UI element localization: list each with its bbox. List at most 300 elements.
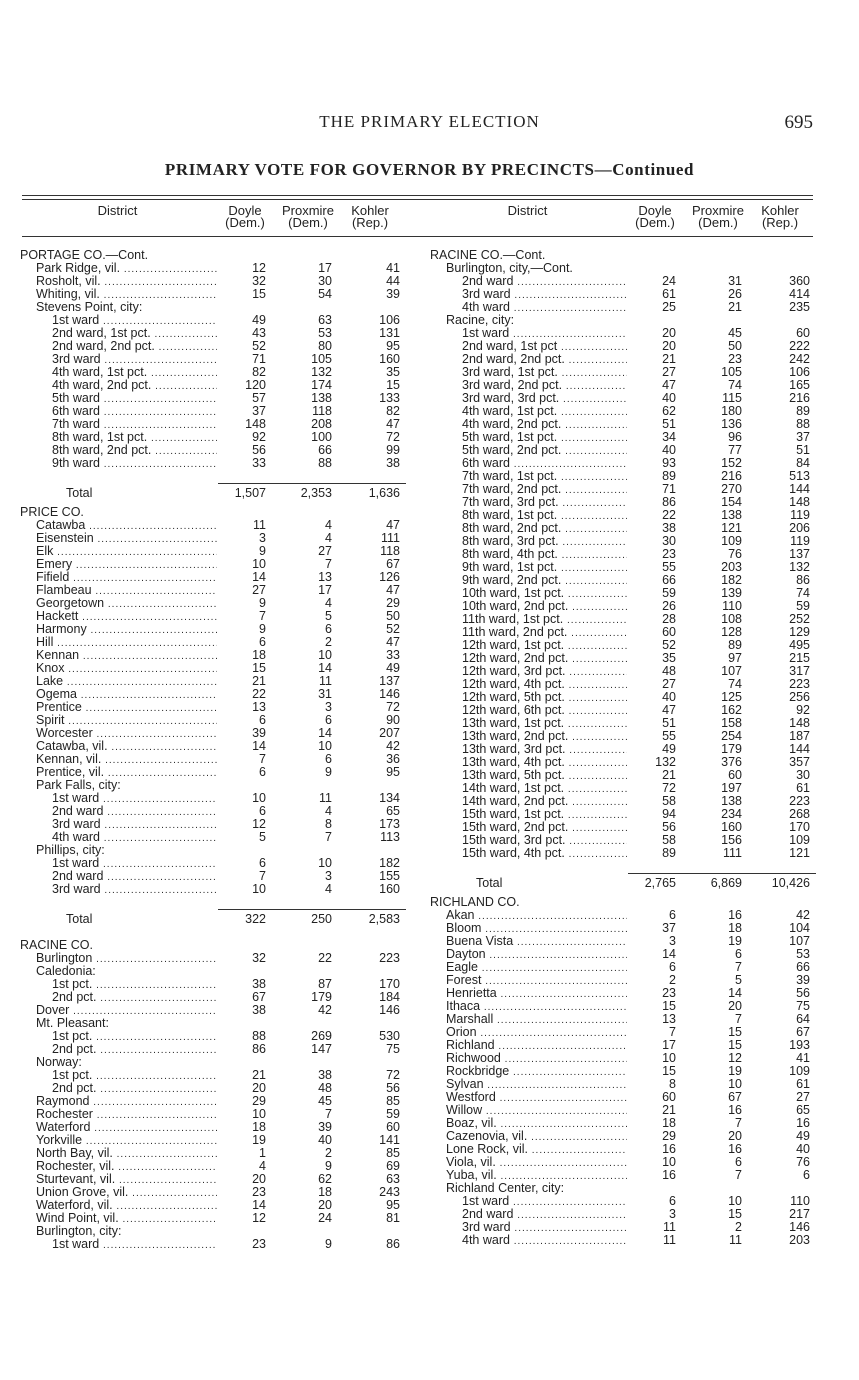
- kohler-votes: 72: [386, 1068, 400, 1082]
- kohler-votes: 165: [789, 378, 810, 392]
- table-row: [20, 353, 415, 366]
- doyle-votes: 9: [259, 544, 266, 558]
- doyle-header-name: Doyle: [228, 203, 262, 218]
- district-name: 1st ward .....: [52, 1238, 217, 1252]
- doyle-votes: 71: [662, 482, 676, 496]
- spacer: [20, 470, 415, 483]
- doyle-votes: 94: [662, 807, 676, 821]
- proxmire-votes: 10: [318, 648, 332, 662]
- kohler-votes: 184: [379, 990, 400, 1004]
- district-name: 4th ward .....: [52, 831, 217, 845]
- doyle-votes: 23: [662, 986, 676, 1000]
- doyle-votes: 21: [252, 674, 266, 688]
- kohler-votes: 42: [796, 908, 810, 922]
- proxmire-votes: 270: [721, 482, 742, 496]
- kohler-votes: 148: [789, 495, 810, 509]
- table-row: [20, 1043, 415, 1056]
- doyle-votes: 13: [662, 1012, 676, 1026]
- table-row: [430, 587, 825, 600]
- kohler-header-name: Kohler: [351, 203, 389, 218]
- district-name: Burlington, city:: [36, 1225, 122, 1238]
- proxmire-votes: 60: [728, 768, 742, 782]
- kohler-votes: 173: [379, 817, 400, 831]
- district-name: Fifield .....: [36, 571, 217, 585]
- district-name: 13th ward, 3rd pct. .....: [462, 743, 627, 757]
- doyle-votes: 20: [662, 326, 676, 340]
- table-row: [430, 1234, 825, 1247]
- kohler-votes: 110: [790, 1194, 810, 1208]
- kohler-votes: 242: [789, 352, 810, 366]
- kohler-votes: 160: [379, 352, 400, 366]
- total-row: [20, 487, 415, 500]
- district-name: 2nd pct. .....: [52, 1043, 217, 1057]
- kohler-votes: 360: [789, 274, 810, 288]
- doyle-votes: 10: [252, 557, 266, 571]
- district-name: 1st ward .....: [462, 327, 627, 341]
- district-name: 13th ward, 4th pct. .....: [462, 756, 627, 770]
- doyle-header: [628, 205, 682, 229]
- proxmire-votes: 23: [728, 352, 742, 366]
- table-row: [20, 405, 415, 418]
- proxmire-votes: 80: [318, 339, 332, 353]
- doyle-votes: 10: [252, 882, 266, 896]
- district-name: 13th ward, 5th pct. .....: [462, 769, 627, 783]
- doyle-votes: 66: [662, 573, 676, 587]
- table-row: [430, 626, 825, 639]
- kohler-votes: 223: [789, 794, 810, 808]
- proxmire-votes: 158: [721, 716, 742, 730]
- district-name: Georgetown .....: [36, 597, 217, 611]
- kohler-votes: 106: [789, 365, 810, 379]
- proxmire-votes: 269: [311, 1029, 332, 1043]
- doyle-votes: 2: [669, 973, 676, 987]
- district-name: Bloom .....: [446, 922, 627, 936]
- table-row: [20, 1030, 415, 1043]
- proxmire-votes: 100: [311, 430, 332, 444]
- kohler-votes: 35: [386, 365, 400, 379]
- proxmire-votes: 107: [721, 664, 742, 678]
- proxmire-votes: 17: [318, 261, 332, 275]
- table-row: [20, 379, 415, 392]
- proxmire-votes: 96: [728, 430, 742, 444]
- district-name: Hackett .....: [36, 610, 217, 624]
- table-row: [430, 1143, 825, 1156]
- doyle-votes: 12: [252, 1211, 266, 1225]
- table-row: [430, 1026, 825, 1039]
- doyle-votes: 40: [662, 391, 676, 405]
- proxmire-votes: 45: [728, 326, 742, 340]
- proxmire-header-party: (Dem.): [698, 215, 738, 230]
- doyle-votes: 25: [662, 300, 676, 314]
- kohler-votes: 90: [386, 713, 400, 727]
- proxmire-votes: 250: [311, 912, 332, 926]
- doyle-votes: 14: [252, 1198, 266, 1212]
- table-row: [20, 571, 415, 584]
- kohler-votes: 86: [386, 1237, 400, 1251]
- doyle-votes: 10: [252, 791, 266, 805]
- table-row: [20, 558, 415, 571]
- kohler-votes: 216: [789, 391, 810, 405]
- table-row: [430, 665, 825, 678]
- proxmire-votes: 6: [325, 713, 332, 727]
- table-row: [20, 857, 415, 870]
- kohler-votes: 59: [796, 599, 810, 613]
- proxmire-votes: 16: [728, 1103, 742, 1117]
- proxmire-votes: 136: [721, 417, 742, 431]
- table-row: [20, 444, 415, 457]
- district-name: 2nd ward .....: [52, 870, 217, 884]
- page-number: 695: [784, 112, 813, 133]
- table-row: [20, 1108, 415, 1121]
- doyle-votes: 120: [245, 378, 266, 392]
- district-name: Lake .....: [36, 675, 217, 689]
- district-name: Total: [476, 877, 503, 890]
- doyle-votes: 3: [669, 1207, 676, 1221]
- proxmire-votes: 138: [721, 508, 742, 522]
- proxmire-votes: 6,869: [710, 876, 742, 890]
- doyle-votes: 38: [252, 1003, 266, 1017]
- proxmire-votes: 203: [721, 560, 742, 574]
- district-name: North Bay, vil. .....: [36, 1147, 217, 1161]
- table-row: [20, 457, 415, 470]
- kohler-votes: 33: [386, 648, 400, 662]
- doyle-votes: 32: [252, 951, 266, 965]
- table-row: [430, 769, 825, 782]
- district-name: Kennan, vil. .....: [36, 753, 217, 767]
- proxmire-votes: 10: [728, 1077, 742, 1091]
- table-row: [430, 961, 825, 974]
- proxmire-votes: 128: [721, 625, 742, 639]
- subgroup-heading: [430, 314, 825, 327]
- kohler-votes: 89: [796, 404, 810, 418]
- table-row: [20, 688, 415, 701]
- county-heading: [430, 249, 825, 262]
- proxmire-votes: 17: [318, 583, 332, 597]
- doyle-votes: 15: [252, 661, 266, 675]
- district-name: 1st pct. .....: [52, 1069, 217, 1083]
- county-heading: [20, 249, 415, 262]
- kohler-votes: 85: [386, 1094, 400, 1108]
- doyle-votes: 322: [245, 912, 266, 926]
- table-row: [430, 652, 825, 665]
- left-table-body: [20, 249, 415, 1251]
- district-name: 1st ward .....: [52, 792, 217, 806]
- kohler-votes: 27: [796, 1090, 810, 1104]
- kohler-votes: 513: [789, 469, 810, 483]
- proxmire-votes: 42: [318, 1003, 332, 1017]
- district-name: 4th ward, 1st pct. .....: [52, 366, 217, 380]
- doyle-header: [218, 205, 272, 229]
- district-name: Worcester .....: [36, 727, 217, 741]
- table-row: [430, 678, 825, 691]
- district-name: 14th ward, 2nd pct. .....: [462, 795, 627, 809]
- district-name: Burlington, city,—Cont.: [446, 262, 573, 275]
- proxmire-votes: 97: [728, 651, 742, 665]
- proxmire-votes: 208: [311, 417, 332, 431]
- doyle-votes: 20: [252, 1172, 266, 1186]
- table-row: [20, 519, 415, 532]
- proxmire-votes: 7: [735, 1168, 742, 1182]
- proxmire-votes: 147: [311, 1042, 332, 1056]
- kohler-votes: 95: [386, 339, 400, 353]
- kohler-votes: 72: [386, 700, 400, 714]
- table-row: [20, 1004, 415, 1017]
- doyle-votes: 11: [663, 1220, 676, 1234]
- table-row: [20, 978, 415, 991]
- kohler-header-party: (Rep.): [761, 215, 799, 230]
- doyle-votes: 17: [662, 1038, 676, 1052]
- proxmire-votes: 26: [728, 287, 742, 301]
- table-row: [430, 1104, 825, 1117]
- proxmire-votes: 6: [325, 752, 332, 766]
- district-name: Marshall .....: [446, 1013, 627, 1027]
- kohler-votes: 193: [789, 1038, 810, 1052]
- doyle-votes: 19: [252, 1133, 266, 1147]
- proxmire-votes: 4: [325, 518, 332, 532]
- doyle-votes: 4: [259, 1159, 266, 1173]
- district-name: Racine, city:: [446, 314, 515, 327]
- proxmire-votes: 30: [318, 274, 332, 288]
- kohler-votes: 49: [386, 661, 400, 675]
- district-name: 3rd ward .....: [52, 818, 217, 832]
- doyle-votes: 21: [662, 768, 676, 782]
- table-row: [20, 662, 415, 675]
- proxmire-votes: 179: [311, 990, 332, 1004]
- district-name: 4th ward, 2nd pct. .....: [52, 379, 217, 393]
- proxmire-votes: 39: [318, 1120, 332, 1134]
- doyle-votes: 16: [662, 1168, 676, 1182]
- total-rule: [218, 483, 406, 484]
- table-row: [430, 522, 825, 535]
- district-name: 8th ward, 4th pct. .....: [462, 548, 627, 562]
- kohler-header-name: Kohler: [761, 203, 799, 218]
- table-row: [430, 808, 825, 821]
- kohler-votes: 60: [796, 326, 810, 340]
- proxmire-votes: 15: [728, 1038, 742, 1052]
- table-row: [20, 991, 415, 1004]
- table-row: [20, 314, 415, 327]
- proxmire-votes: 74: [728, 378, 742, 392]
- kohler-votes: 160: [379, 882, 400, 896]
- kohler-votes: 37: [796, 430, 810, 444]
- kohler-votes: 47: [386, 583, 400, 597]
- kohler-votes: 59: [386, 1107, 400, 1121]
- proxmire-votes: 139: [721, 586, 742, 600]
- doyle-votes: 86: [252, 1042, 266, 1056]
- spacer: [430, 860, 825, 873]
- doyle-votes: 15: [662, 1064, 676, 1078]
- subgroup-heading: [20, 965, 415, 978]
- district-name: 2nd ward .....: [462, 275, 627, 289]
- doyle-votes: 26: [662, 599, 676, 613]
- kohler-votes: 85: [386, 1146, 400, 1160]
- proxmire-votes: 45: [318, 1094, 332, 1108]
- district-name: Catawba, vil. .....: [36, 740, 217, 754]
- district-name: 1st ward .....: [52, 857, 217, 871]
- district-name: 12th ward, 2nd pct. .....: [462, 652, 627, 666]
- district-name: 7th ward, 1st pct. .....: [462, 470, 627, 484]
- kohler-header-party: (Rep.): [351, 215, 389, 230]
- kohler-votes: 67: [796, 1025, 810, 1039]
- table-row: [20, 1173, 415, 1186]
- doyle-votes: 40: [662, 690, 676, 704]
- kohler-votes: 82: [386, 404, 400, 418]
- proxmire-votes: 54: [318, 287, 332, 301]
- kohler-votes: 61: [796, 781, 810, 795]
- kohler-votes: 243: [379, 1185, 400, 1199]
- doyle-votes: 9: [259, 622, 266, 636]
- proxmire-votes: 7: [325, 557, 332, 571]
- doyle-votes: 7: [259, 752, 266, 766]
- table-row: [20, 532, 415, 545]
- subgroup-heading: [20, 301, 415, 314]
- kohler-votes: 495: [789, 638, 810, 652]
- district-name: Total: [66, 913, 93, 926]
- district-name: Waterford .....: [36, 1121, 217, 1135]
- district-name: 11th ward, 1st pct. .....: [462, 613, 627, 627]
- kohler-votes: 132: [789, 560, 810, 574]
- table-row: [430, 444, 825, 457]
- kohler-votes: 76: [796, 1155, 810, 1169]
- district-name: Park Falls, city:: [36, 779, 121, 792]
- kohler-votes: 223: [379, 951, 400, 965]
- doyle-votes: 47: [662, 703, 676, 717]
- doyle-votes: 6: [259, 713, 266, 727]
- kohler-votes: 84: [796, 456, 810, 470]
- proxmire-votes: 109: [721, 534, 742, 548]
- kohler-votes: 56: [796, 986, 810, 1000]
- table-row: [20, 805, 415, 818]
- district-name: 6th ward .....: [462, 457, 627, 471]
- subgroup-heading: [20, 1056, 415, 1069]
- proxmire-votes: 67: [728, 1090, 742, 1104]
- kohler-votes: 60: [386, 1120, 400, 1134]
- doyle-votes: 29: [252, 1094, 266, 1108]
- table-row: [430, 574, 825, 587]
- district-name: Buena Vista .....: [446, 935, 627, 949]
- kohler-votes: 268: [789, 807, 810, 821]
- district-name: Sylvan .....: [446, 1078, 627, 1092]
- doyle-votes: 11: [663, 1233, 676, 1247]
- doyle-votes: 51: [662, 716, 676, 730]
- doyle-header-name: Doyle: [638, 203, 672, 218]
- proxmire-votes: 4: [325, 804, 332, 818]
- table-row: [20, 675, 415, 688]
- table-row: [430, 509, 825, 522]
- district-name: RICHLAND CO.: [430, 896, 520, 909]
- right-column: [430, 200, 825, 1247]
- doyle-votes: 49: [662, 742, 676, 756]
- district-name: 13th ward, 1st pct. .....: [462, 717, 627, 731]
- kohler-votes: 2,583: [368, 912, 400, 926]
- kohler-votes: 61: [796, 1077, 810, 1091]
- subgroup-heading: [20, 1225, 415, 1238]
- proxmire-votes: 2: [325, 635, 332, 649]
- kohler-votes: 146: [789, 1220, 810, 1234]
- district-name: Knox .....: [36, 662, 217, 676]
- column-header: [20, 200, 415, 236]
- kohler-votes: 42: [386, 739, 400, 753]
- kohler-votes: 119: [790, 508, 810, 522]
- kohler-votes: 56: [386, 1081, 400, 1095]
- table-row: [430, 1117, 825, 1130]
- table-row: [20, 870, 415, 883]
- table-row: [430, 1130, 825, 1143]
- kohler-header: [752, 205, 808, 229]
- table-row: [20, 649, 415, 662]
- doyle-votes: 37: [662, 921, 676, 935]
- proxmire-votes: 7: [735, 960, 742, 974]
- proxmire-votes: 20: [728, 1129, 742, 1143]
- proxmire-votes: 5: [325, 609, 332, 623]
- table-row: [430, 1065, 825, 1078]
- doyle-votes: 18: [252, 1120, 266, 1134]
- district-name: Boaz, vil. .....: [446, 1117, 627, 1131]
- district-name: 15th ward, 1st pct. .....: [462, 808, 627, 822]
- table-row: [430, 782, 825, 795]
- table-row: [20, 1199, 415, 1212]
- doyle-votes: 52: [662, 638, 676, 652]
- table-row: [430, 974, 825, 987]
- district-name: 9th ward .....: [52, 457, 217, 471]
- district-name: RACINE CO.: [20, 939, 93, 952]
- doyle-votes: 18: [662, 1116, 676, 1130]
- proxmire-votes: 20: [728, 999, 742, 1013]
- table-row: [20, 1186, 415, 1199]
- district-name: PRICE CO.: [20, 506, 84, 519]
- table-row: [20, 1134, 415, 1147]
- kohler-votes: 235: [789, 300, 810, 314]
- proxmire-votes: 16: [728, 908, 742, 922]
- table-row: [20, 431, 415, 444]
- doyle-votes: 14: [252, 739, 266, 753]
- proxmire-header-name: Proxmire: [281, 203, 334, 218]
- table-row: [430, 1000, 825, 1013]
- proxmire-votes: 2: [735, 1220, 742, 1234]
- district-name: Rochester .....: [36, 1108, 217, 1122]
- header-rule: [22, 236, 813, 237]
- table-row: [20, 753, 415, 766]
- proxmire-votes: 6: [325, 622, 332, 636]
- subgroup-heading: [20, 779, 415, 792]
- doyle-votes: 14: [252, 570, 266, 584]
- doyle-votes: 39: [252, 726, 266, 740]
- doyle-votes: 27: [662, 677, 676, 691]
- kohler-votes: 206: [789, 521, 810, 535]
- doyle-votes: 24: [662, 274, 676, 288]
- running-head: [0, 112, 859, 134]
- proxmire-votes: 138: [721, 794, 742, 808]
- proxmire-votes: 3: [325, 869, 332, 883]
- table-row: [430, 561, 825, 574]
- district-name: Whiting, vil. .....: [36, 288, 217, 302]
- kohler-votes: 106: [379, 313, 400, 327]
- table-row: [20, 952, 415, 965]
- district-name: PORTAGE CO.—Cont.: [20, 249, 149, 262]
- table-row: [20, 610, 415, 623]
- county-heading: [20, 939, 415, 952]
- table-row: [430, 275, 825, 288]
- subgroup-heading: [430, 262, 825, 275]
- proxmire-votes: 11: [319, 791, 332, 805]
- district-name: 8th ward, 1st pct. .....: [52, 431, 217, 445]
- district-name: Richland Center, city:: [446, 1182, 565, 1195]
- district-name: 7th ward, 3rd pct. .....: [462, 496, 627, 510]
- district-name: 5th ward, 2nd pct. .....: [462, 444, 627, 458]
- proxmire-votes: 254: [721, 729, 742, 743]
- doyle-votes: 92: [252, 430, 266, 444]
- proxmire-votes: 63: [318, 313, 332, 327]
